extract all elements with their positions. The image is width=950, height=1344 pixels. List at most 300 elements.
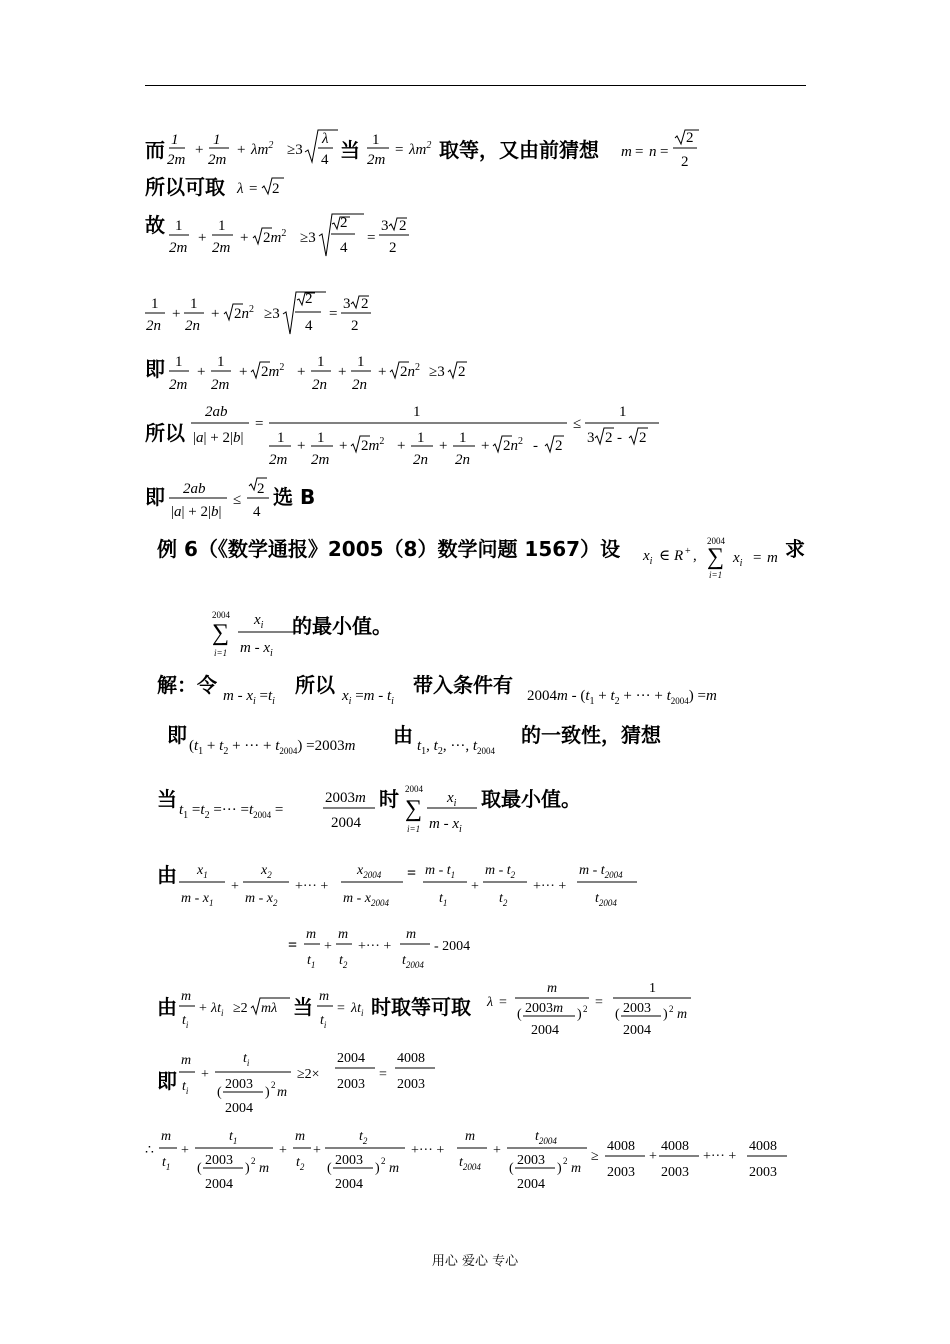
svg-text:2m: 2m: [212, 240, 231, 256]
svg-text:2ab: 2ab: [205, 404, 228, 420]
svg-text:2m2: $2m^2$: [361, 436, 385, 454]
svg-text:m: m: [181, 1053, 192, 1068]
svg-text:2004: 2004: [335, 1177, 363, 1192]
svg-text:+: +: [685, 546, 691, 557]
svg-text:3: 3: [381, 218, 389, 234]
svg-text:2004: 2004: [205, 1177, 233, 1192]
line-6: [145, 398, 675, 476]
svg-text:=: =: [753, 550, 762, 566]
svg-text:=: =: [595, 995, 603, 1010]
svg-text:2003: 2003: [623, 1001, 651, 1016]
svg-text:n: n: [649, 144, 657, 160]
word-dang3: 当: [293, 995, 313, 1019]
svg-text:2: 2: [251, 1156, 256, 1166]
svg-text:2: 2: [639, 430, 647, 446]
svg-text:+: +: [181, 1143, 189, 1158]
line-3: [145, 206, 445, 266]
svg-text:+··· +: +··· +: [533, 879, 567, 894]
svg-text:4008: 4008: [661, 1139, 689, 1154]
word-ji: 即: [145, 357, 165, 381]
svg-text:2: 2: [272, 181, 280, 197]
svg-text:xi =m - ti: $x_i =m - t_i$: [342, 688, 394, 706]
word-ji2: 即: [167, 723, 187, 747]
svg-text:≤: ≤: [573, 416, 582, 432]
line-8: [157, 530, 817, 594]
formula-line-4: [145, 284, 405, 340]
svg-text:λ: λ: [322, 131, 329, 147]
svg-text:+: +: [297, 438, 306, 454]
therefore-symbol: ∴: [145, 1143, 154, 1158]
svg-text:|a| + 2|b|: |a| + 2|b|: [193, 430, 244, 446]
svg-text:1: 1: [213, 132, 221, 148]
svg-text:+: +: [481, 438, 490, 454]
svg-text:ti: $t_i$: [320, 1013, 327, 1030]
svg-text:+: +: [297, 364, 306, 380]
line-14: [288, 922, 498, 978]
svg-text:,: ,: [693, 548, 697, 564]
svg-text:1: 1: [175, 218, 183, 234]
svg-text:=: =: [367, 230, 376, 246]
svg-text:+: +: [397, 438, 406, 454]
svg-text:-: -: [617, 430, 622, 446]
svg-text:1: 1: [649, 981, 656, 996]
svg-text:2: 2: [351, 318, 359, 334]
svg-text:2m2: $2m^2$: [263, 228, 287, 246]
formula-line-1: [145, 126, 705, 174]
svg-text:+: +: [237, 142, 246, 158]
svg-text:xi: $x_i$: [254, 612, 264, 631]
svg-text:m: m: [767, 550, 778, 566]
svg-text:t2004: $t_{2004}$: [402, 953, 424, 970]
svg-text:- 2004: - 2004: [434, 939, 471, 954]
svg-text:): ): [375, 1161, 380, 1176]
svg-text:2n: 2n: [455, 452, 470, 468]
line-16: [157, 1044, 457, 1128]
svg-text:m - x2004: m - $x_{2004}$: [343, 891, 389, 908]
svg-text:3: 3: [587, 430, 595, 446]
svg-text:2004: 2004: [212, 610, 230, 620]
svg-text:2004m - (t1 + t2 + ··· + t2004: $2004m - (t_1 + t_2$ + ··· + $t_{2004}) =m$: [527, 688, 717, 706]
svg-text:ti: $t_i$: [243, 1051, 250, 1068]
header-rule: [145, 85, 806, 86]
svg-text:+··· +: +··· +: [703, 1149, 737, 1164]
svg-text:+: +: [471, 879, 479, 894]
svg-text:≥3: ≥3: [300, 230, 316, 246]
word-you3: 由: [157, 995, 177, 1019]
svg-text:2003: 2003: [749, 1165, 777, 1180]
svg-text:m: m: [406, 927, 417, 942]
svg-text:∑: ∑: [405, 796, 423, 822]
line-7: [145, 474, 365, 526]
svg-text:m: m: [389, 1161, 400, 1176]
word-gu: 故: [145, 213, 165, 237]
formula-line-15: [157, 976, 717, 1046]
svg-text:(: (: [509, 1161, 514, 1176]
svg-text:2003: 2003: [607, 1165, 635, 1180]
word-suoyi: 所以: [145, 421, 185, 445]
svg-text:t2004: $t_{2004}$: [535, 1129, 557, 1146]
svg-text:2n2: $2n^2$: [503, 436, 523, 454]
svg-text:1: 1: [417, 430, 425, 446]
svg-text:m: m: [465, 1129, 476, 1144]
formula-line-3: [145, 206, 445, 262]
line-5: [145, 346, 505, 402]
svg-text:xi: $x_i$: [733, 550, 743, 569]
svg-text:+: +: [239, 364, 248, 380]
svg-text:m - t2004: m - $t_{2004}$: [579, 863, 623, 880]
svg-text:t1: $t_1$: [307, 953, 316, 970]
word-ji-b: 即: [145, 485, 165, 509]
svg-text:2004: 2004: [331, 815, 361, 831]
svg-text:1: 1: [619, 404, 627, 420]
word-xuan-b: 选 B: [273, 485, 316, 509]
svg-text:(: (: [517, 1007, 522, 1022]
svg-text:2m: 2m: [311, 452, 330, 468]
svg-text:1: 1: [190, 296, 198, 312]
svg-text:2m: 2m: [367, 152, 386, 168]
svg-text:+: +: [649, 1149, 657, 1164]
word-dang: 当: [340, 138, 360, 162]
svg-text:i=1: i=1: [214, 648, 228, 658]
svg-text:t1: $t_1$: [229, 1129, 238, 1146]
formula-line-2: [145, 174, 345, 202]
svg-text:2004: 2004: [707, 536, 725, 546]
page-footer: 用心 爱心 专心: [431, 1254, 519, 1269]
formula-line-8: [157, 530, 817, 590]
svg-text:+: +: [199, 1001, 207, 1016]
svg-text:1: 1: [459, 430, 467, 446]
svg-text:m: m: [319, 989, 330, 1004]
svg-text:2: 2: [381, 1156, 386, 1166]
svg-text:i=1: i=1: [709, 570, 723, 580]
formula-line-5: [145, 346, 505, 398]
svg-text:): ): [245, 1161, 250, 1176]
word-you: 由: [393, 723, 413, 747]
svg-text:2: 2: [271, 1080, 276, 1090]
word-shi-qudeng: 时取等可取: [371, 995, 471, 1019]
line-9: [210, 606, 430, 666]
svg-text:4: 4: [321, 152, 329, 168]
svg-text:≥3: ≥3: [429, 364, 445, 380]
svg-text:2003: 2003: [335, 1153, 363, 1168]
svg-text:4008: 4008: [607, 1139, 635, 1154]
formula-line-6: [145, 398, 675, 472]
svg-text:2: 2: [389, 240, 397, 256]
svg-text:=: =: [660, 144, 669, 160]
svg-text:λti: $\lambda t_i$: [211, 1001, 224, 1018]
formula-line-7: [145, 474, 365, 522]
line-10: [157, 672, 777, 710]
svg-text:3: 3: [343, 296, 351, 312]
svg-text:2: 2: [686, 130, 694, 146]
svg-text:+: +: [198, 230, 207, 246]
svg-text:2: 2: [361, 296, 369, 312]
svg-text:2003: 2003: [337, 1077, 365, 1092]
svg-text:λ: λ: [487, 995, 494, 1010]
svg-text:ti: $t_i$: [182, 1013, 189, 1030]
formula-line-10: [157, 672, 777, 706]
svg-text:2004: 2004: [225, 1101, 253, 1116]
svg-text:2m: 2m: [169, 240, 188, 256]
svg-text:t1 =t2 =··· =t2004 =: $t_1 =t_2$ =··· $=t_{2004}$ =: [179, 802, 284, 821]
svg-text:2004: 2004: [531, 1023, 559, 1038]
line-12: [157, 780, 617, 842]
svg-text:(: (: [197, 1161, 202, 1176]
svg-text:+: +: [201, 1067, 209, 1082]
svg-text:2: 2: [681, 154, 689, 170]
svg-text:2: 2: [399, 218, 407, 234]
svg-text:m: m: [338, 927, 349, 942]
svg-text:m - x1: m - $x_1$: [181, 891, 214, 908]
svg-text:2: 2: [340, 215, 348, 231]
svg-text:m: m: [571, 1161, 582, 1176]
svg-text:ti: $t_i$: [182, 1079, 189, 1096]
svg-text:1: 1: [317, 430, 325, 446]
line-2: [145, 174, 345, 206]
svg-text:+: +: [338, 364, 347, 380]
svg-text:2m: 2m: [269, 452, 288, 468]
svg-text:m - t2: m - $t_2$: [485, 863, 516, 880]
svg-text:1: 1: [151, 296, 159, 312]
svg-text:2: 2: [669, 1004, 674, 1014]
svg-text:t2: $t_2$: [296, 1155, 305, 1172]
svg-text:=: =: [329, 306, 338, 322]
svg-text:+: +: [195, 142, 204, 158]
line-11: [167, 722, 687, 762]
svg-text:2n: 2n: [146, 318, 161, 334]
svg-text:t1: $t_1$: [162, 1155, 171, 1172]
formula-line-13: [157, 856, 657, 916]
svg-text:4008: 4008: [749, 1139, 777, 1154]
svg-text:x2: $x_2$: [261, 863, 272, 880]
svg-text:2004: 2004: [405, 784, 423, 794]
svg-text:≥: ≥: [591, 1149, 599, 1164]
svg-text:(: (: [217, 1085, 222, 1100]
svg-text:=: =: [499, 995, 507, 1010]
svg-text:+··· +: +··· +: [411, 1143, 445, 1158]
svg-text:(: (: [327, 1161, 332, 1176]
svg-text:∑: ∑: [212, 620, 230, 646]
word-suoyi2: 所以: [295, 673, 335, 697]
svg-text:+: +: [240, 230, 249, 246]
svg-text:m - xi: m - $x_i$: [240, 640, 273, 659]
svg-text:=: =: [407, 865, 417, 882]
svg-text:m: m: [277, 1085, 288, 1100]
svg-text:t1, t2, ···, t2004: $t_1$, $t_2$, ···, $t_{2004}$: [417, 738, 496, 757]
formula-line-14: [288, 922, 498, 974]
word-dairu: 带入条件有: [413, 673, 513, 697]
word-shi: 时: [379, 787, 399, 811]
formula-line-11: [167, 722, 687, 758]
svg-text:2m: 2m: [211, 377, 230, 393]
svg-text:2003: 2003: [397, 1077, 425, 1092]
svg-text:1: 1: [413, 404, 421, 420]
svg-text:2003: 2003: [517, 1153, 545, 1168]
formula-line-9: [210, 606, 430, 662]
svg-text:+: +: [493, 1143, 501, 1158]
svg-text:=: =: [288, 937, 298, 954]
svg-text:λm2: $\lambda m^2$: [409, 140, 432, 158]
svg-text:≤: ≤: [233, 492, 242, 508]
word-jie-ling: 解：令: [157, 673, 217, 697]
svg-text:2ab: 2ab: [183, 481, 206, 497]
svg-text:+: +: [172, 306, 181, 322]
svg-text:2: 2: [257, 481, 265, 497]
svg-text:1: 1: [217, 354, 225, 370]
svg-text:≥3: ≥3: [287, 142, 303, 158]
svg-text:m: m: [259, 1161, 270, 1176]
svg-text:2004: 2004: [337, 1051, 365, 1066]
word-you2: 由: [157, 863, 177, 887]
svg-text:i=1: i=1: [407, 824, 421, 834]
svg-text:λ: λ: [237, 181, 244, 197]
svg-text:∑: ∑: [707, 544, 725, 570]
svg-text:1: 1: [317, 354, 325, 370]
word-yizhixing: 的一致性，猜想: [521, 723, 661, 747]
svg-text:2m: 2m: [167, 152, 186, 168]
svg-text:2n: 2n: [352, 377, 367, 393]
svg-text:m - x2: m - $x_2$: [245, 891, 278, 908]
svg-text:-: -: [533, 438, 538, 454]
svg-text:+: +: [197, 364, 206, 380]
svg-text:2: 2: [555, 438, 563, 454]
word-qu-deng: 取等，又由前猜想: [439, 138, 599, 162]
min-value-text: 的最小值。: [292, 614, 392, 638]
word-suoyi-keqv: 所以可取: [145, 175, 225, 199]
svg-text:=: =: [395, 142, 404, 158]
svg-text:t2: $t_2$: [359, 1129, 368, 1146]
svg-text:≥2: ≥2: [233, 1001, 248, 1016]
line-4: [145, 284, 405, 344]
svg-text:t2004: $t_{2004}$: [595, 891, 617, 908]
word-qu-zuixiao: 取最小值。: [481, 787, 581, 811]
svg-text:t2004: $t_{2004}$: [459, 1155, 481, 1172]
svg-text:1: 1: [277, 430, 285, 446]
svg-text:xi: $x_i$: [643, 548, 653, 567]
svg-text:): ): [265, 1085, 270, 1100]
svg-text:+: +: [439, 438, 448, 454]
word-qiu: 求: [785, 537, 805, 561]
svg-text:+··· +: +··· +: [295, 879, 329, 894]
svg-text:(: (: [615, 1007, 620, 1022]
svg-text:+: +: [324, 939, 332, 954]
svg-text:2003m: 2003m: [325, 790, 366, 806]
svg-text:mλ: mλ: [261, 1001, 278, 1016]
svg-text:2: 2: [583, 1004, 588, 1014]
line-13: [157, 856, 657, 920]
svg-text:m: m: [161, 1129, 172, 1144]
word-ji3: 即: [157, 1069, 177, 1093]
word-dang2: 当: [157, 787, 177, 811]
line-17: [145, 1120, 795, 1204]
svg-text:2n: 2n: [185, 318, 200, 334]
example6-heading: 例 6（《数学通报》2005（8）数学问题 1567）设: [157, 537, 621, 561]
svg-text:∈: ∈: [659, 548, 671, 564]
line-1: [145, 126, 705, 178]
svg-text:t2: $t_2$: [499, 891, 508, 908]
svg-text:2003: 2003: [225, 1077, 253, 1092]
svg-text:1: 1: [175, 354, 183, 370]
svg-text:2: 2: [563, 1156, 568, 1166]
svg-text:+: +: [313, 1143, 321, 1158]
svg-text:2003: 2003: [661, 1165, 689, 1180]
svg-text:|a| + 2|b|: |a| + 2|b|: [171, 504, 222, 520]
svg-text:λti: $\lambda t_i$: [351, 1001, 364, 1018]
svg-text:1: 1: [218, 218, 226, 234]
svg-text:=: =: [255, 416, 264, 432]
svg-text:2: 2: [305, 291, 313, 307]
svg-text:m: m: [621, 144, 632, 160]
line-15: [157, 976, 717, 1050]
svg-text:xi: $x_i$: [447, 790, 457, 809]
svg-text:2004: 2004: [623, 1023, 651, 1038]
svg-text:m: m: [306, 927, 317, 942]
svg-text:2m: 2m: [169, 377, 188, 393]
svg-text:1: 1: [372, 132, 380, 148]
svg-text:2003: 2003: [205, 1153, 233, 1168]
svg-text:≥3: ≥3: [264, 306, 280, 322]
svg-text:1: 1: [171, 132, 179, 148]
svg-text:=: =: [635, 144, 644, 160]
svg-text:t1: $t_1$: [439, 891, 448, 908]
svg-text:≥2×: ≥2×: [297, 1067, 320, 1082]
formula-line-16: [157, 1044, 457, 1124]
svg-text:m: m: [677, 1007, 688, 1022]
svg-text:): ): [577, 1007, 582, 1022]
svg-text:x1: $x_1$: [197, 863, 208, 880]
svg-text:2n2: $2n^2$: [400, 362, 420, 380]
svg-text:2n: 2n: [413, 452, 428, 468]
word-er: 而: [145, 138, 165, 162]
svg-text:2004: 2004: [517, 1177, 545, 1192]
svg-text:+: +: [231, 879, 239, 894]
svg-text:): ): [557, 1161, 562, 1176]
svg-text:x2004: $x_{2004}$: [357, 863, 382, 880]
svg-text:+··· +: +··· +: [358, 939, 392, 954]
svg-text:2n2: $2n^2$: [234, 304, 254, 322]
svg-text:m: m: [547, 981, 558, 996]
svg-text:(t1 + t2 + ··· + t2004) =2003m: ($t_1 + t_2$ + ··· + $t_{2004}) =2003m$: [189, 738, 356, 757]
formula-line-12: [157, 780, 617, 838]
svg-text:4: 4: [305, 318, 313, 334]
svg-text:4: 4: [340, 240, 348, 256]
formula-line-17: [145, 1120, 795, 1200]
svg-text:+: +: [211, 306, 220, 322]
svg-text:2003m: 2003m: [525, 1001, 564, 1016]
svg-text:λm2: $\lambda m^2$: [251, 140, 274, 158]
svg-text:2: 2: [458, 364, 466, 380]
svg-text:2m: 2m: [208, 152, 227, 168]
svg-text:m: m: [181, 989, 192, 1004]
svg-text:2: 2: [605, 430, 613, 446]
svg-text:1: 1: [357, 354, 365, 370]
svg-text:=: =: [249, 181, 258, 197]
svg-text:+: +: [279, 1143, 287, 1158]
svg-text:+: +: [378, 364, 387, 380]
svg-text:): ): [663, 1007, 668, 1022]
svg-text:+: +: [339, 438, 348, 454]
svg-text:=: =: [337, 1001, 345, 1016]
svg-text:2m2: $2m^2$: [261, 362, 285, 380]
svg-text:m - xi: m - $x_i$: [429, 816, 462, 835]
svg-text:m - t1: m - $t_1$: [425, 863, 456, 880]
svg-text:m - xi =ti: $m - x_i =t_i$: [223, 688, 275, 706]
svg-text:4008: 4008: [397, 1051, 425, 1066]
svg-text:2n: 2n: [312, 377, 327, 393]
svg-text:t2: $t_2$: [339, 953, 348, 970]
svg-text:=: =: [379, 1067, 387, 1082]
svg-text:4: 4: [253, 504, 261, 520]
